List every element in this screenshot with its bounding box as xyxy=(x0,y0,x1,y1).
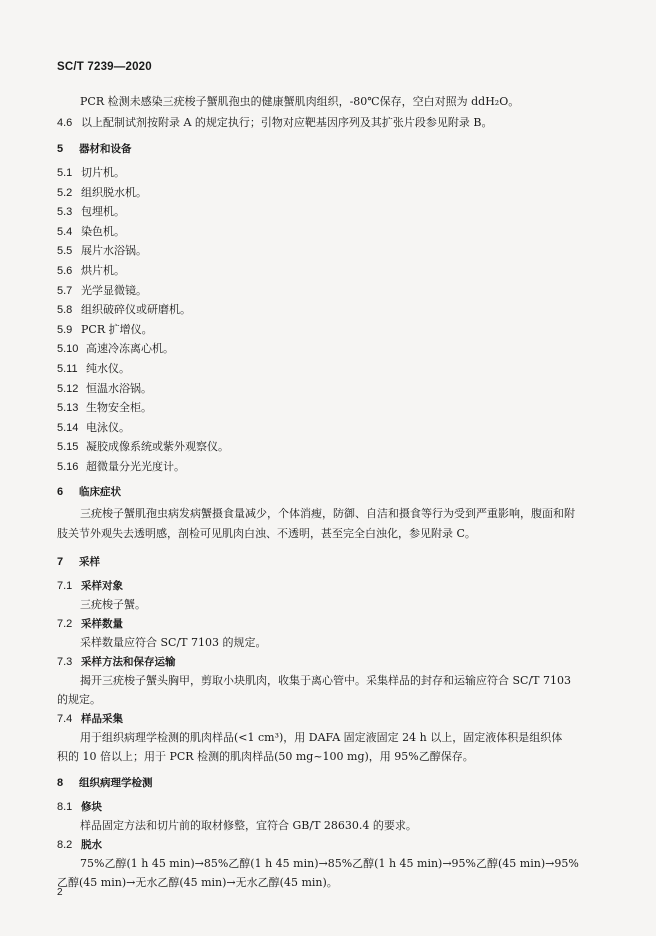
section-number: 6 xyxy=(57,486,64,498)
item-text: 纯水仪。 xyxy=(86,362,130,375)
equipment-item xyxy=(57,342,174,356)
item-number: 5.3 xyxy=(57,206,73,219)
item-number: 5.4 xyxy=(57,225,73,238)
item-text: 恒温水浴锅。 xyxy=(86,381,152,395)
clause-number: 8.2 xyxy=(57,839,73,851)
page-number: 2 xyxy=(57,887,63,898)
standard-code-header: SC/T 7239—2020 xyxy=(57,61,152,73)
section-number: 8 xyxy=(57,777,64,789)
equipment-item xyxy=(57,382,152,396)
section-5-heading xyxy=(57,142,132,156)
item-number: 5.12 xyxy=(57,382,79,395)
symptoms-paragraph-line-2: 肢关节外观失去透明感，剖检可见肌肉白浊、不透明，甚至完全白浊化，参见附录 C。 xyxy=(57,527,476,540)
clause-8-1-text: 样品固定方法和切片前的取材修整，宜符合 GB/T 28630.4 的要求。 xyxy=(80,819,417,832)
item-number: 5.5 xyxy=(57,245,73,258)
item-text: 电泳仪。 xyxy=(86,420,130,434)
item-number: 5.8 xyxy=(57,304,73,317)
clause-7-1-heading xyxy=(57,579,123,593)
clause-7-3-heading xyxy=(57,655,176,669)
clause-number: 7.1 xyxy=(57,580,73,592)
item-text: 生物安全柜。 xyxy=(86,401,152,415)
clause-7-2-text: 采样数量应符合 SC/T 7103 的规定。 xyxy=(80,636,267,649)
equipment-item xyxy=(57,303,191,317)
section-number: 5 xyxy=(57,143,64,155)
equipment-item xyxy=(57,205,125,219)
equipment-item xyxy=(57,186,147,200)
clause-number: 7.4 xyxy=(57,713,73,725)
item-text: 烘片机。 xyxy=(81,264,125,277)
section-7-heading xyxy=(57,555,100,569)
equipment-item xyxy=(57,244,147,258)
section-title: 组织病理学检测 xyxy=(79,777,153,789)
clause-7-3-text-line-1: 揭开三疣梭子蟹头胸甲，剪取小块肌肉，收集于离心管中。采集样品的封存和运输应符合 SC/T 7103 xyxy=(80,674,571,687)
item-number: 5.15 xyxy=(57,441,79,454)
equipment-item xyxy=(57,440,229,454)
equipment-item xyxy=(57,401,152,415)
section-title: 采样 xyxy=(79,556,100,568)
clause-8-2-text-line-2: 乙醇(45 min)→无水乙醇(45 min)→无水乙醇(45 min)。 xyxy=(57,876,338,889)
clause-number: 7.2 xyxy=(57,618,73,630)
item-text: 凝胶成像系统或紫外观察仪。 xyxy=(86,440,229,454)
clause-7-4-text-line-2: 积的 10 倍以上；用于 PCR 检测的肌肉样品(50 mg~100 mg)，用 95%乙醇保存。 xyxy=(57,750,474,763)
clause-4-6 xyxy=(57,116,493,130)
clause-title: 采样数量 xyxy=(81,618,123,630)
equipment-item xyxy=(57,264,125,278)
equipment-item xyxy=(57,460,185,474)
item-number: 5.9 xyxy=(57,323,73,336)
symptoms-paragraph-line-1: 三疣梭子蟹肌孢虫病发病蟹摄食量减少，个体消瘦，防御、自洁和摄食等行为受到严重影响，腹面和附 xyxy=(80,507,575,520)
clause-number: 7.3 xyxy=(57,656,73,668)
item-text: 染色机。 xyxy=(81,224,125,238)
clause-title: 样品采集 xyxy=(81,713,123,725)
clause-7-2-heading xyxy=(57,617,123,631)
item-number: 5.16 xyxy=(57,461,79,473)
section-title: 器材和设备 xyxy=(79,143,132,155)
equipment-item xyxy=(57,421,130,435)
equipment-item xyxy=(57,225,125,239)
clause-8-2-heading xyxy=(57,838,102,852)
clause-8-1-heading xyxy=(57,800,102,814)
clause-title: 采样对象 xyxy=(81,580,123,592)
item-text: 包埋机。 xyxy=(81,205,125,219)
item-number: 5.7 xyxy=(57,284,73,297)
item-text: PCR 扩增仪。 xyxy=(81,322,153,336)
clause-7-4-heading xyxy=(57,712,123,726)
clause-title: 修块 xyxy=(81,801,102,813)
clause-7-4-text-line-1: 用于组织病理学检测的肌肉样品(<1 cm³)，用 DAFA 固定液固定 24 h 以上，固定液体积是组织体 xyxy=(80,731,563,744)
section-number: 7 xyxy=(57,556,64,568)
item-text: 组织脱水机。 xyxy=(81,185,147,199)
item-text: 组织破碎仪或研磨机。 xyxy=(81,303,191,317)
clause-7-1-text: 三疣梭子蟹。 xyxy=(80,598,146,611)
section-8-heading xyxy=(57,776,153,790)
clause-title: 采样方法和保存运输 xyxy=(81,656,176,668)
equipment-item xyxy=(57,323,153,337)
item-number: 5.2 xyxy=(57,186,73,199)
equipment-item xyxy=(57,284,147,298)
item-text: 切片机。 xyxy=(81,166,125,179)
clause-text: 以上配制试剂按附录 A 的规定执行；引物对应靶基因序列及其扩张片段参见附录 B。 xyxy=(81,116,493,129)
item-text: 光学显微镜。 xyxy=(81,283,147,297)
item-number: 5.10 xyxy=(57,343,79,356)
clause-title: 脱水 xyxy=(81,839,102,851)
item-text: 超微量分光光度计。 xyxy=(86,460,185,473)
item-number: 5.14 xyxy=(57,421,79,434)
clause-number: 4.6 xyxy=(57,117,73,129)
clause-number: 8.1 xyxy=(57,801,73,813)
item-number: 5.13 xyxy=(57,402,79,415)
equipment-item xyxy=(57,362,130,376)
item-number: 5.1 xyxy=(57,167,73,179)
equipment-item xyxy=(57,166,125,180)
item-text: 展片水浴锅。 xyxy=(81,244,147,258)
reagent-line: PCR 检测未感染三疣梭子蟹肌孢虫的健康蟹肌肉组织，-80℃保存，空白对照为 ddH₂O。 xyxy=(80,95,520,108)
item-number: 5.6 xyxy=(57,265,73,277)
item-number: 5.11 xyxy=(57,363,78,375)
section-title: 临床症状 xyxy=(79,486,121,498)
section-6-heading xyxy=(57,485,121,499)
item-text: 高速冷冻离心机。 xyxy=(86,342,174,356)
clause-7-3-text-line-2: 的规定。 xyxy=(57,693,101,706)
clause-8-2-text-line-1: 75%乙醇(1 h 45 min)→85%乙醇(1 h 45 min)→85%乙醇(1 h 45 min)→95%乙醇(45 min)→95% xyxy=(80,857,579,870)
